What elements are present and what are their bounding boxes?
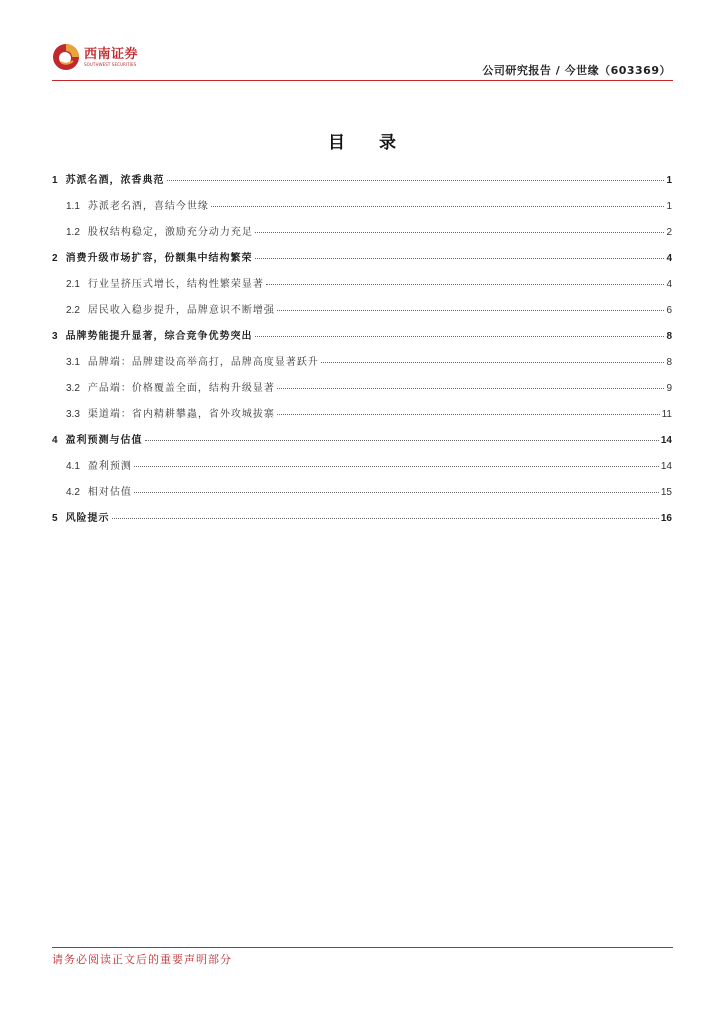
toc-subsection-entry[interactable] bbox=[52, 379, 672, 405]
toc-subsection-entry[interactable] bbox=[52, 275, 672, 301]
toc-entry-title: 相对估值 bbox=[87, 487, 132, 498]
toc-section-entry[interactable] bbox=[52, 249, 672, 275]
toc-entry-page: 2 bbox=[666, 227, 672, 238]
toc-subsection-entry[interactable] bbox=[52, 457, 672, 483]
brand-logo bbox=[52, 43, 138, 71]
toc-entry-title: 产品端：价格覆盖全面，结构升级显著 bbox=[87, 383, 275, 394]
toc-entry-page: 11 bbox=[661, 409, 672, 420]
brand-name-en: SOUTHWEST SECURITIES bbox=[84, 61, 137, 67]
report-meta: 公司研究报告 / 今世缘（603369） bbox=[482, 64, 671, 77]
toc-leader-dots bbox=[321, 362, 665, 363]
toc-section-entry[interactable] bbox=[52, 509, 672, 535]
toc-entry-page: 4 bbox=[666, 253, 672, 264]
table-of-contents bbox=[52, 171, 672, 535]
toc-leader-dots bbox=[277, 388, 665, 389]
toc-entry-number: 2.2 bbox=[66, 305, 80, 316]
toc-entry-page: 1 bbox=[666, 175, 672, 186]
toc-leader-dots bbox=[255, 232, 665, 233]
toc-entry-title: 行业呈挤压式增长，结构性繁荣显著 bbox=[87, 279, 264, 290]
toc-leader-dots bbox=[255, 336, 665, 337]
toc-entry-title: 渠道端：省内精耕攀蟲，省外攻城拔寨 bbox=[87, 409, 275, 420]
disclaimer-note: 请务必阅读正文后的重要声明部分 bbox=[52, 953, 232, 966]
toc-leader-dots bbox=[134, 466, 659, 467]
toc-entry-title: 品牌势能提升显著，综合竞争优势突出 bbox=[65, 331, 253, 342]
toc-subsection-entry[interactable] bbox=[52, 223, 672, 249]
toc-entry-page: 14 bbox=[660, 461, 672, 472]
toc-leader-dots bbox=[145, 440, 659, 441]
toc-leader-dots bbox=[112, 518, 659, 519]
toc-entry-title: 品牌端：品牌建设高举高打，品牌高度显著跃升 bbox=[87, 357, 319, 368]
toc-entry-number: 1 bbox=[52, 175, 58, 186]
footer-divider bbox=[52, 947, 673, 948]
toc-entry-number: 4 bbox=[52, 435, 58, 446]
toc-subsection-entry[interactable] bbox=[52, 301, 672, 327]
toc-entry-number: 5 bbox=[52, 513, 58, 524]
toc-leader-dots bbox=[266, 284, 665, 285]
toc-entry-title: 苏派老名酒，喜结今世缘 bbox=[87, 201, 209, 212]
toc-subsection-entry[interactable] bbox=[52, 197, 672, 223]
toc-entry-title: 风险提示 bbox=[65, 513, 110, 524]
brand-name-cn: 西南证券 bbox=[84, 46, 139, 62]
toc-section-entry[interactable] bbox=[52, 327, 672, 353]
toc-entry-title: 股权结构稳定，激励充分动力充足 bbox=[87, 227, 253, 238]
toc-section-entry[interactable] bbox=[52, 431, 672, 457]
toc-entry-number: 3.3 bbox=[66, 409, 80, 420]
toc-leader-dots bbox=[167, 180, 665, 181]
toc-entry-page: 8 bbox=[666, 357, 672, 368]
toc-entry-number: 2 bbox=[52, 253, 58, 264]
toc-entry-number: 1.2 bbox=[66, 227, 80, 238]
page-title: 目 录 bbox=[328, 133, 410, 153]
toc-entry-page: 4 bbox=[666, 279, 672, 290]
brand-logo-icon bbox=[52, 43, 80, 71]
header-divider bbox=[52, 80, 673, 81]
toc-leader-dots bbox=[211, 206, 665, 207]
toc-entry-title: 盈利预测 bbox=[87, 461, 132, 472]
toc-section-entry[interactable] bbox=[52, 171, 672, 197]
toc-entry-page: 16 bbox=[660, 513, 672, 524]
toc-entry-title: 盈利预测与估值 bbox=[65, 435, 143, 446]
toc-subsection-entry[interactable] bbox=[52, 405, 672, 431]
toc-leader-dots bbox=[255, 258, 665, 259]
toc-subsection-entry[interactable] bbox=[52, 353, 672, 379]
toc-entry-number: 3.2 bbox=[66, 383, 80, 394]
toc-entry-page: 6 bbox=[666, 305, 672, 316]
toc-entry-number: 1.1 bbox=[66, 201, 80, 212]
toc-entry-page: 15 bbox=[660, 487, 672, 498]
toc-subsection-entry[interactable] bbox=[52, 483, 672, 509]
toc-entry-page: 14 bbox=[660, 435, 672, 446]
toc-entry-title: 居民收入稳步提升，品牌意识不断增强 bbox=[87, 305, 275, 316]
toc-entry-number: 4.2 bbox=[66, 487, 80, 498]
toc-leader-dots bbox=[134, 492, 659, 493]
toc-entry-number: 4.1 bbox=[66, 461, 80, 472]
toc-entry-title: 消费升级市场扩容，份额集中结构繁荣 bbox=[65, 253, 253, 264]
toc-entry-page: 9 bbox=[666, 383, 672, 394]
toc-entry-number: 3 bbox=[52, 331, 58, 342]
toc-leader-dots bbox=[277, 310, 665, 311]
toc-entry-title: 苏派名酒，浓香典范 bbox=[65, 175, 165, 186]
toc-entry-number: 3.1 bbox=[66, 357, 80, 368]
toc-leader-dots bbox=[277, 414, 660, 415]
toc-entry-number: 2.1 bbox=[66, 279, 80, 290]
toc-entry-page: 8 bbox=[666, 331, 672, 342]
toc-entry-page: 1 bbox=[666, 201, 672, 212]
